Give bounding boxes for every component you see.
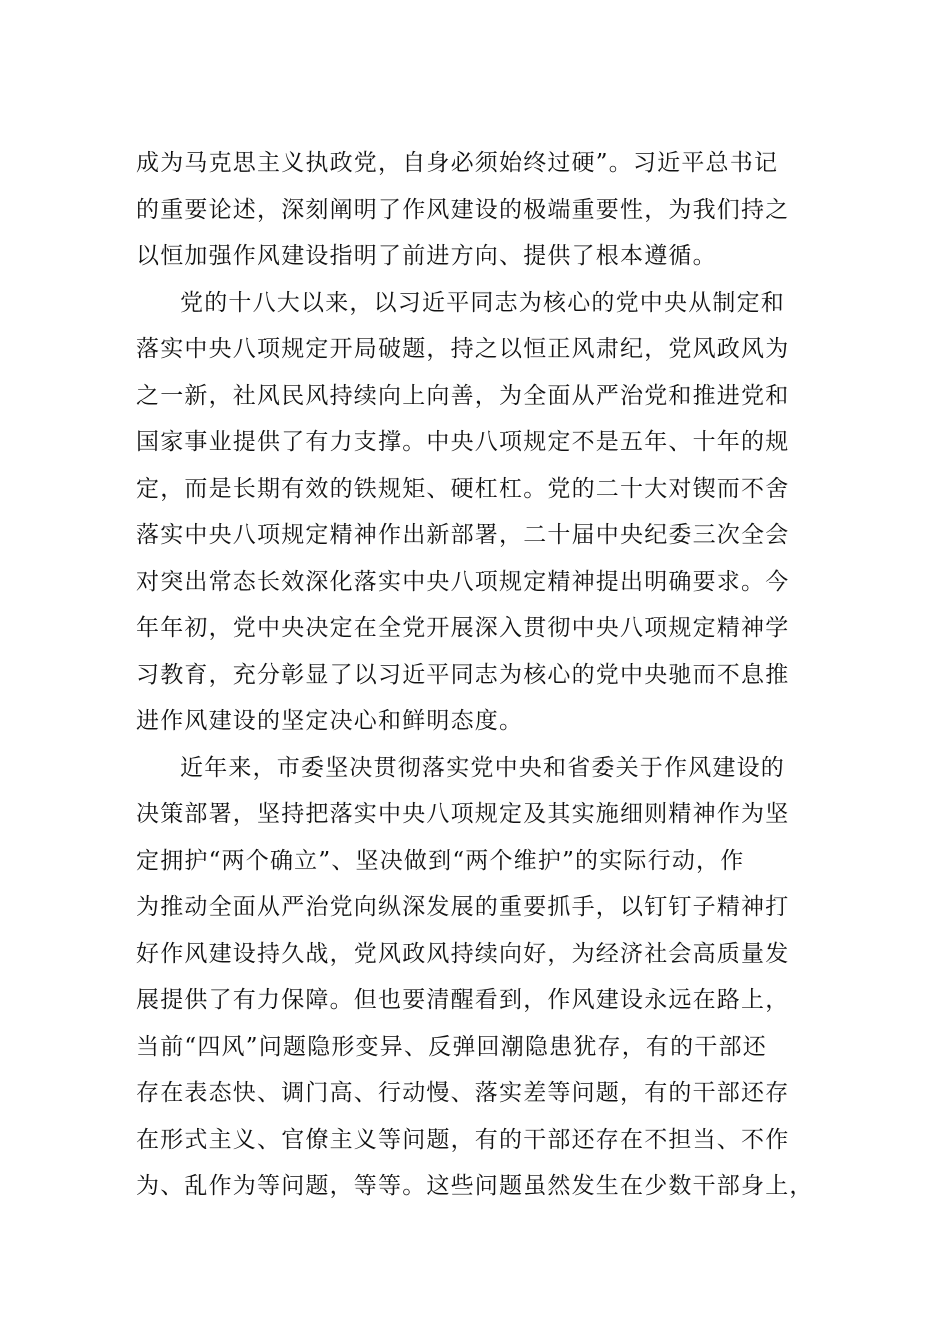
text-line: 以恒加强作风建设指明了前进方向、提供了根本遵循。 xyxy=(136,243,717,269)
text-line: 的重要论述，深刻阐明了作风建设的极端重要性，为我们持之 xyxy=(136,196,790,223)
text-line: 成为马克思主义执政党，自身必须始终过硬”。习近平总书记 xyxy=(136,150,779,176)
paragraph-3 xyxy=(136,745,816,1210)
text-line: 定，而是长期有效的铁规矩、硬杠杠。党的二十大对锲而不舍 xyxy=(136,475,790,502)
text-line: 定拥护“两个确立”、坚决做到“两个维护”的实际行动，作 xyxy=(136,847,745,874)
body-text xyxy=(136,140,816,1210)
text-line: 对突出常态长效深化落实中央八项规定精神提出明确要求。今 xyxy=(136,568,790,595)
text-line: 好作风建设持久战，党风政风持续向好，为经济社会高质量发 xyxy=(136,940,790,967)
text-line: 年年初，党中央决定在全党开展深入贯彻中央八项规定精神学 xyxy=(136,615,790,641)
text-line: 之一新，社风民风持续向上向善，为全面从严治党和推进党和 xyxy=(136,382,790,409)
text-line: 存在表态快、调门高、行动慢、落实差等问题，有的干部还存 xyxy=(136,1080,790,1106)
text-line: 展提供了有力保障。但也要清醒看到，作风建设永远在路上， xyxy=(136,987,790,1013)
text-line: 当前“四风”问题隐形变异、反弹回潮隐患犹存，有的干部还 xyxy=(136,1033,767,1060)
text-line: 落实中央八项规定精神作出新部署，二十届中央纪委三次全会 xyxy=(136,522,790,548)
text-line: 进作风建设的坚定决心和鲜明态度。 xyxy=(136,708,524,734)
text-line: 习教育，充分彰显了以习近平同志为核心的党中央驰而不息推 xyxy=(136,661,790,688)
paragraph-2 xyxy=(136,280,816,745)
text-line: 在形式主义、官僚主义等问题，有的干部还存在不担当、不作 xyxy=(136,1126,790,1153)
text-line: 近年来，市委坚决贯彻落实党中央和省委关于作风建设的 xyxy=(180,754,785,781)
text-line: 决策部署，坚持把落实中央八项规定及其实施细则精神作为坚 xyxy=(136,801,790,827)
text-line: 党的十八大以来，以习近平同志为核心的党中央从制定和 xyxy=(180,289,785,316)
text-line: 落实中央八项规定开局破题，持之以恒正风肃纪，党风政风为 xyxy=(136,336,790,362)
paragraph-1 xyxy=(136,140,816,280)
text-line: 国家事业提供了有力支撑。中央八项规定不是五年、十年的规 xyxy=(136,429,790,455)
text-line: 为、乱作为等问题，等等。这些问题虽然发生在少数干部身上， xyxy=(136,1173,814,1199)
text-line: 为推动全面从严治党向纵深发展的重要抓手，以钉钉子精神打 xyxy=(136,894,790,920)
